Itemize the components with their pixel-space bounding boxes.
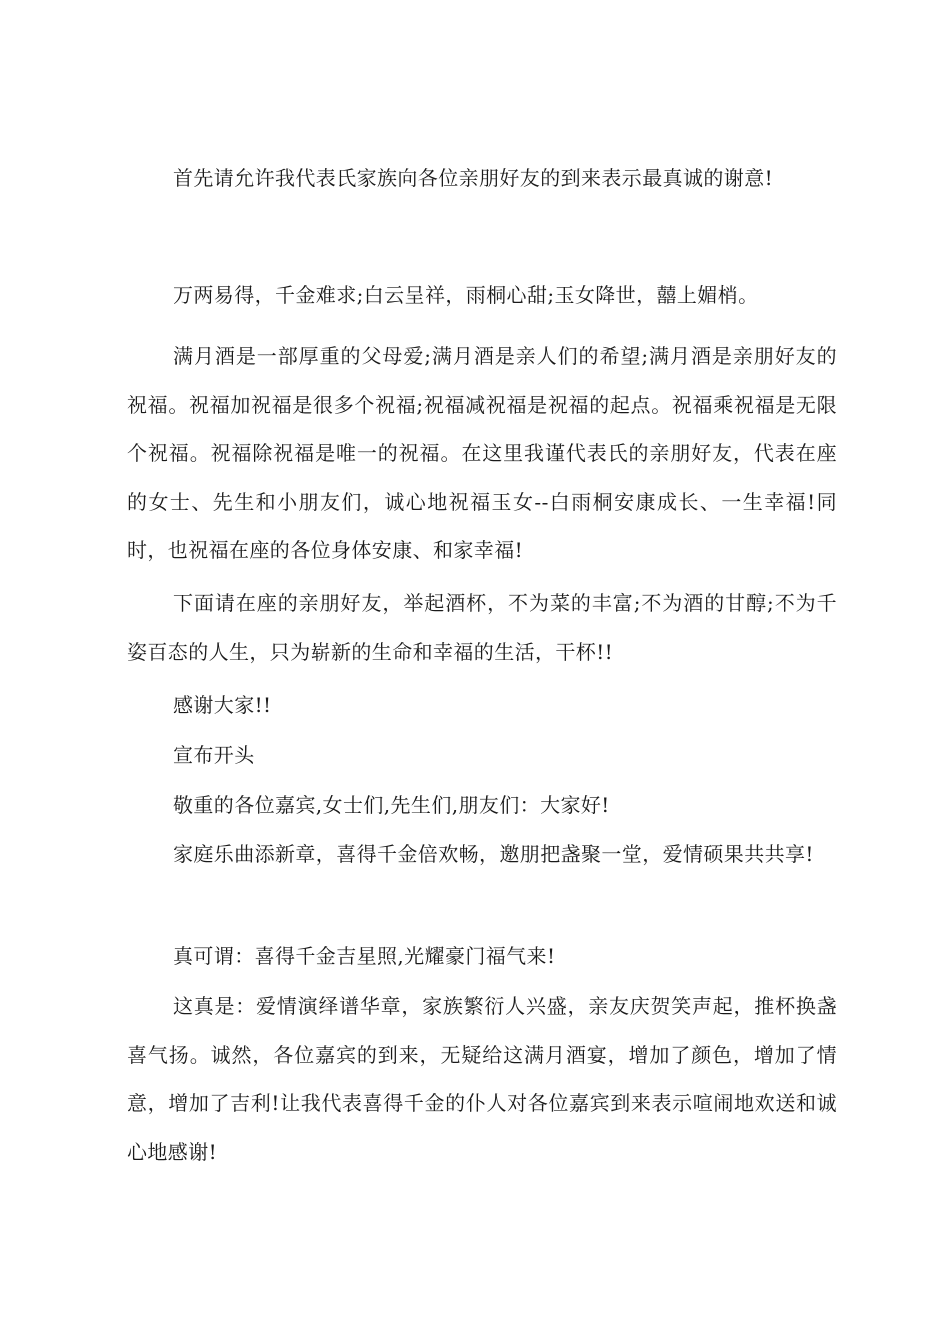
paragraph-greeting: 敬重的各位嘉宾,女士们,先生们,朋友们：大家好!: [173, 793, 610, 817]
paragraph-auspicious-line: 真可谓：喜得千金吉星照,光耀豪门福气来!: [173, 944, 556, 968]
paragraph-family-verse: 家庭乐曲添新章，喜得千金倍欢畅，邀朋把盏聚一堂，爱情硕果共共享!: [173, 842, 814, 866]
paragraph-blessing-verse: 万两易得，千金难求;白云呈祥，雨桐心甜;玉女降世，囍上媚梢。: [173, 283, 759, 307]
paragraph-opening-thanks: 首先请允许我代表氏家族向各位亲朋好友的到来表示最真诚的谢意!: [173, 166, 774, 190]
paragraph-welcome-thanks: 这真是：爱情演绎谱华章，家族繁衍人兴盛，亲友庆贺笑声起，推杯换盏喜气扬。诚然，各位嘉宾的到来，无疑给这满月酒宴，增加了颜色，增加了情意，增加了吉利!让我代表喜得千金的仆人对各位嘉宾到来表示喧闹地欢送和诚心地感谢!: [127, 994, 837, 1164]
paragraph-thanks-all: 感谢大家!!: [173, 693, 272, 717]
paragraph-toast: 下面请在座的亲朋好友，举起酒杯，不为菜的丰富;不为酒的甘醇;不为千姿百态的人生，只为崭新的生命和幸福的生活，干杯!!: [127, 591, 837, 664]
paragraph-full-moon-wishes: 满月酒是一部厚重的父母爱;满月酒是亲人们的希望;满月酒是亲朋好友的祝福。祝福加祝福是很多个祝福;祝福减祝福是祝福的起点。祝福乘祝福是无限个祝福。祝福除祝福是唯一的祝福。在这里我谨代表氏的亲朋好友，代表在座的女士、先生和小朋友们，诚心地祝福玉女--白雨桐安康成长、一生幸福!同时，也祝福在座的各位身体安康、和家幸福!: [127, 344, 837, 562]
section-heading-opening: 宣布开头: [173, 743, 255, 767]
